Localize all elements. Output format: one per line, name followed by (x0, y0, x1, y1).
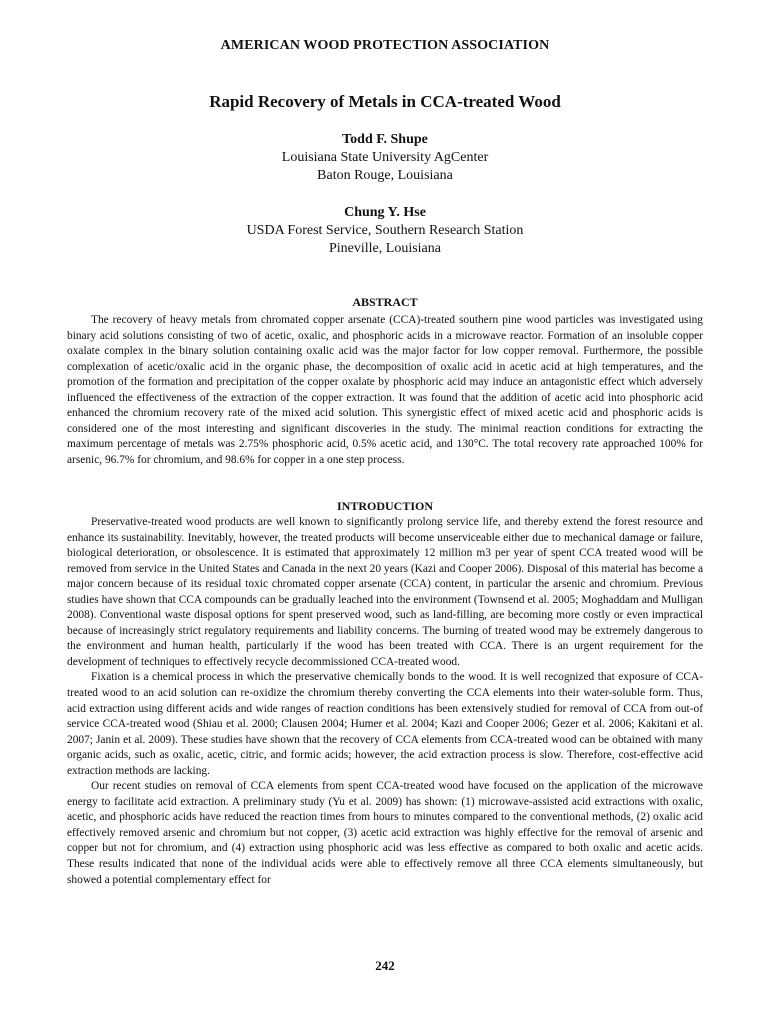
introduction-heading: INTRODUCTION (336, 499, 433, 513)
author-location: Pineville, Louisiana (329, 241, 441, 256)
author-name: Chung Y. Hse (344, 205, 426, 220)
author-affiliation: Louisiana State University AgCenter (281, 150, 489, 165)
introduction-paragraph-3: Our recent studies on removal of CCA elements from spent CCA-treated wood have focused on the application of the microwave energy to facilitate acid extraction. A preliminary study (Yu et al. 2009) has shown: (1) microwave-assisted acid extractions with oxalic, acetic, and phosphoric acids have reduced the reaction times from hours to minutes compared to the conventional methods, (2) oxalic acid effectively removed arsenic and chromium but not copper, (3) acetic acid extraction was highly effective for the removal of arsenic and copper but not for chromium, and (4) extraction using phosphoric acid was less effective as compared to both oxalic and acetic acids. These results indicated that none of the individual acids were able to effectively remove all three CCA elements simultaneously, but showed a potential complementary effect for (67, 780, 703, 886)
page-number: 242 (375, 958, 395, 973)
author-block-1 (67, 131, 703, 185)
abstract-paragraph: The recovery of heavy metals from chromated copper arsenate (CCA)-treated southern pine wood particles was investigated using binary acid solutions consisting of two of acetic, oxalic, and phosphoric acids in a microwave reactor. Formation of an insoluble copper oxalate complex in the binary solution containing oxalic acid was the major factor for low copper removal. Furthermore, the possible complexation of acetic/oxalic acid in the organic phase, the decomposition of oxalic acid in acetic acid at high temperatures, and the promotion of the formation and precipitation of the copper oxalate by phosphoric acid may induce an antagonistic effect which adversely influenced the effectiveness of the extraction of the copper extraction. It was found that the addition of acetic acid into phosphoric acid enhanced the chromium recovery rate of the mixed acid solution. This synergistic effect of mixed acetic acid and phosphoric acids is considered one of the most interesting and significant discoveries in the study. The minimal reaction conditions for extracting the maximum percentage of metals was 2.75% phosphoric acid, 0.5% acetic acid, and 130°C. The total recovery rate approached 100% for arsenic, 96.7% for chromium, and 98.6% for copper in a one step process. (67, 314, 703, 466)
paper-title: Rapid Recovery of Metals in CCA-treated Wood (209, 92, 561, 111)
author-affiliation: USDA Forest Service, Southern Research Station (246, 223, 524, 238)
author-location: Baton Rouge, Louisiana (317, 168, 453, 183)
running-header: AMERICAN WOOD PROTECTION ASSOCIATION (220, 38, 550, 53)
abstract-heading: ABSTRACT (352, 295, 418, 309)
author-name: Todd F. Shupe (342, 132, 428, 147)
introduction-paragraph-2: Fixation is a chemical process in which the preservative chemically bonds to the wood. It is well recognized that exposure of CCA-treated wood to an acid solution can re-oxidize the chromium thereby converting the CCA elements into their water-soluble form. Thus, acid extraction using different acids and wide ranges of reaction conditions has been extensively studied for removal of CCA from out-of service CCA-treated wood (Shiau et al. 2000; Clausen 2004; Humer et al. 2004; Kazi and Cooper 2006; Gezer et al. 2006; Kakitani et al. 2007; Janin et al. 2009). These studies have shown that the recovery of CCA elements from CCA-treated wood can be obtained with many organic acids, such as oxalic, acetic, citric, and formic acids; however, the acid extraction process is slow. Therefore, cost-effective acid extraction methods are lacking. (67, 671, 703, 777)
introduction-body (67, 515, 703, 888)
abstract-body (67, 313, 703, 468)
introduction-paragraph-1: Preservative-treated wood products are well known to significantly prolong service life, and thereby extend the forest resource and enhance its sustainability. Inevitably, however, the treated products will become unserviceable either due to mechanical damage or failure, biological deterioration, or obsolescence. It is estimated that approximately 12 million m3 per year of spent CCA treated wood will be removed from service in the United States and Canada in the next 20 years (Kazi and Cooper 2006). Disposal of this material has become a major concern because of its residual toxic chromated copper arsenate (CCA) content, in particular the arsenic and chromium. Previous studies have shown that CCA compounds can be gradually leached into the environment (Townsend et al. 2005; Moghaddam and Mulligan 2008). Conventional waste disposal options for spent preserved wood, such as land-filling, are becoming more costly or even impractical because of increasingly strict regulatory requirements and liability concerns. The burning of treated wood may be extremely dangerous to the environment and human health, particularly if the wood has been treated with CCA. There is an urgent requirement for the development of techniques to effectively recycle decommissioned CCA-treated wood. (67, 516, 703, 668)
author-block-2 (67, 204, 703, 258)
